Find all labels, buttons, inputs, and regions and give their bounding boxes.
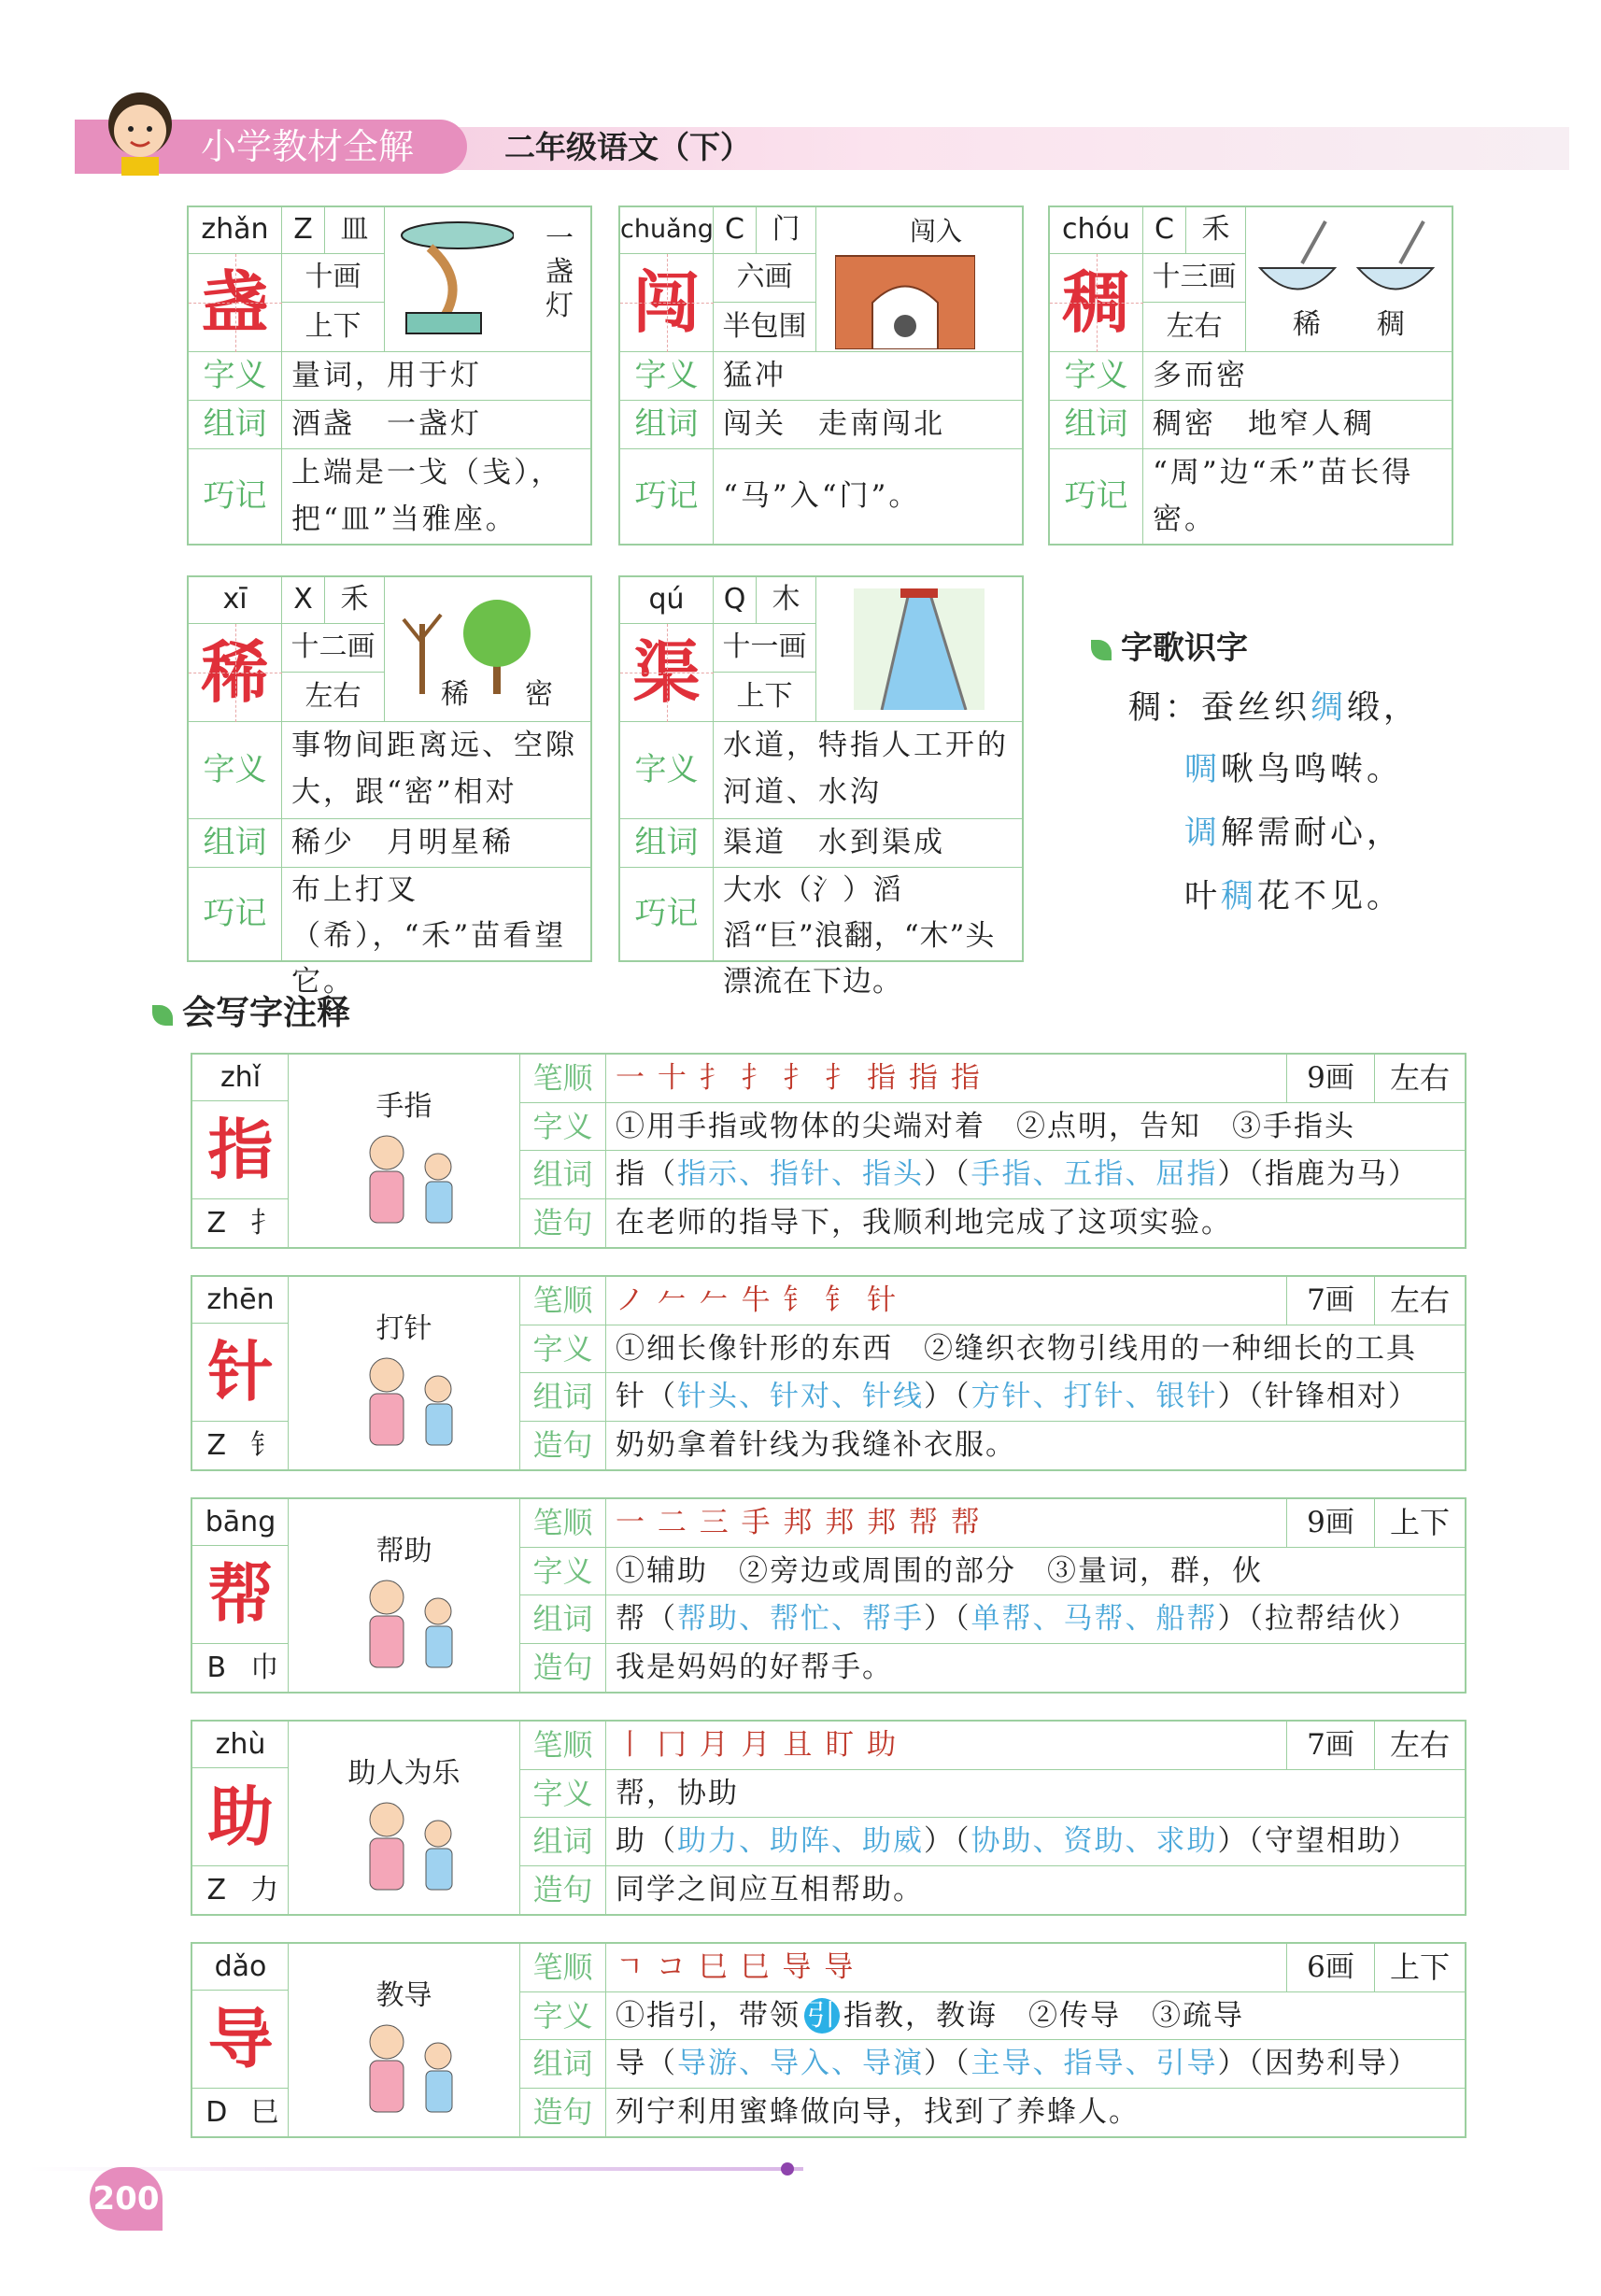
picture-cell [289,1499,520,1692]
words: 酒盏 一盏灯 [282,401,590,449]
stroke-order-row [520,1944,1465,1992]
char-column [192,1722,289,1914]
row-label: 造句 [520,1866,606,1915]
initial: X [282,577,325,624]
row-label: 造句 [520,1422,606,1470]
sentence: 在老师的指导下，我顺利地完成了这项实验。 [616,1205,1232,1240]
structure: 上下 [1389,1949,1450,1985]
words: 稠密 地窄人稠 [1143,401,1452,449]
song-line: 啁啾鸟鸣啭。 [1184,751,1404,788]
meaning-label: 字义 [620,722,714,819]
stroke-order: ノ 𠂉 𠂉 牛 钅 钅 针 [616,1283,899,1317]
words: 闯关 走南闯北 [714,401,1022,449]
lamp-icon [392,215,514,346]
picture-cell [289,1944,520,2136]
memo-label: 巧记 [189,868,282,960]
row-label: 组词 [520,1373,606,1421]
pinyin: qú [620,577,714,624]
page-header [28,110,1569,176]
meaning-label: 字义 [1050,352,1143,401]
meaning: ①用手指或物体的尖端对着 ②点明，告知 ③手指头 [616,1109,1355,1143]
cross-ref-badge: 引 [804,1998,840,2034]
stroke-order: 一 二 三 手 邦 邦 邦 帮 帮 [616,1506,982,1539]
pinyin: xī [189,577,282,624]
char-column [192,1499,289,1692]
footer-dot-icon [781,2162,794,2176]
char-card-chou [1048,206,1453,546]
main-char: 稠 [1050,254,1143,352]
meaning-label: 字义 [189,352,282,401]
stroke-order-row [520,1722,1465,1770]
song-title-text: 字歌识字 [1121,630,1248,667]
stroke-count: 6画 [1286,1944,1375,1991]
stroke-order-row [520,1055,1465,1103]
structure: 左右 [1389,1060,1450,1096]
meaning: 事物间距离远、空隙大，跟“密”相对 [282,722,590,819]
stroke-count: 7画 [1286,1722,1375,1769]
initial: Z [282,207,325,254]
main-char: 闯 [620,254,714,352]
song-line: 叶稠花不见。 [1184,878,1404,915]
row-label: 字义 [520,1325,606,1373]
main-char: 稀 [189,624,282,722]
picture-label: 教导 [375,1979,432,2012]
words-label: 组词 [189,819,282,868]
words: 渠道 水到渠成 [714,819,1022,868]
words: 帮（帮助、帮忙、帮手）（单帮、马帮、船帮）（拉帮结伙） [616,1602,1419,1636]
sentence-row [520,1866,1465,1915]
section-title-text: 会写字注释 [182,994,351,1032]
porridge-bowls-icon [1255,217,1442,310]
memo-label: 巧记 [620,449,714,544]
pinyin: zhēn [192,1277,289,1324]
picture-label: 打针 [375,1312,432,1345]
stroke-count: 十一画 [714,624,816,673]
stroke-order: 一 十 扌 扌 扌 扌 指 指 指 [616,1061,982,1095]
leaf-icon [152,1005,173,1026]
helping-elder-icon [331,1574,480,1677]
radical: 木 [757,577,816,624]
main-char: 助 [192,1768,289,1866]
picture-label: 手指 [375,1090,432,1123]
write-char-table [191,1942,1466,2138]
words: 导（导游、导入、导演）（主导、指导、引导）（因势利导） [616,2047,1419,2080]
write-char-table [191,1720,1466,1916]
song-line: 调解需耐心， [1184,815,1404,852]
sentence-row [520,2089,1465,2137]
words-row [520,1595,1465,1644]
memo-label: 巧记 [620,868,714,960]
picture-label: 一盏灯 [545,222,574,322]
meaning-row [520,1548,1465,1596]
write-section-title [152,986,350,1034]
meaning: 水道，特指人工开的河道、水沟 [714,722,1022,819]
row-label: 字义 [520,1548,606,1595]
row-label: 笔顺 [520,1277,606,1325]
row-label: 字义 [520,1103,606,1151]
song-line: 稠：蚕丝织绸缎， [1128,689,1421,727]
picture-cell [385,577,590,722]
row-label: 造句 [520,1644,606,1693]
initial-radical: D 巳 [205,2096,279,2129]
sentence-row [520,1422,1465,1470]
initial-radical: Z 钅 [206,1429,279,1462]
words: 稀少 月明星稀 [282,819,590,868]
words-label: 组词 [620,401,714,449]
words-label: 组词 [1050,401,1143,449]
main-char: 渠 [620,624,714,722]
picture-cell [289,1277,520,1469]
picture-label: 闯入 [910,216,963,247]
stroke-order: 丨 冂 月 月 且 盯 助 [616,1728,899,1762]
row-label: 造句 [520,1199,606,1248]
song-section-title [1091,622,1248,668]
words-row [520,1373,1465,1422]
main-char: 帮 [192,1546,289,1644]
pinyin: chóu [1050,207,1143,254]
stroke-count: 十三画 [1143,254,1246,303]
meaning: ①细长像针形的东西 ②缝织衣物引线用的一种细长的工具 [616,1331,1417,1366]
write-char-table [191,1053,1466,1249]
char-card-zhan [187,206,592,546]
write-char-table [191,1275,1466,1471]
row-label: 组词 [520,1595,606,1643]
char-column [192,1277,289,1469]
meaning: 量词，用于灯 [282,352,590,401]
stroke-count: 十画 [282,254,385,303]
teacher-guiding-icon [331,2019,480,2121]
meaning-row [520,1103,1465,1152]
picture-cell [816,207,1022,352]
sentence: 同学之间应互相帮助。 [616,1872,924,1906]
sentence-row [520,1199,1465,1248]
stroke-count: 十二画 [282,624,385,673]
picture-cell [816,577,1022,722]
helping-child-icon [331,1796,480,1899]
char-card-qu [618,575,1024,999]
structure: 半包围 [714,303,816,352]
picture-label: 稀 密 [441,678,553,711]
meaning: 帮，协助 [616,1776,739,1810]
main-char: 针 [192,1324,289,1422]
meaning: 多而密 [1143,352,1452,401]
structure: 左右 [282,673,385,722]
initial-radical: Z 力 [206,1874,279,1906]
meaning-label: 字义 [620,352,714,401]
picture-cell [289,1722,520,1914]
meaning: ①指引，带领 引 指教，教诲 ②传导 ③疏导 [616,1998,1244,2033]
initial: Q [714,577,757,624]
words-row [520,1151,1465,1199]
char-column [192,1055,289,1247]
meaning: 猛冲 [714,352,1022,401]
meaning-label: 字义 [189,722,282,819]
row-label: 笔顺 [520,1944,606,1991]
pinyin: zhǎn [189,207,282,254]
row-label: 笔顺 [520,1722,606,1769]
structure: 上下 [282,303,385,352]
stroke-count: 9画 [1286,1055,1375,1102]
meaning-row [520,1325,1465,1374]
leaf-icon [1091,640,1112,660]
radical: 禾 [1186,207,1246,254]
stroke-order-row [520,1277,1465,1325]
row-label: 笔顺 [520,1055,606,1102]
row-label: 组词 [520,1818,606,1865]
radical: 皿 [325,207,385,254]
memo: “马”入“门”。 [723,479,921,513]
initial-radical: B 巾 [206,1651,279,1684]
picture-label: 助人为乐 [347,1757,460,1790]
stroke-count: 7画 [1286,1277,1375,1325]
structure: 左右 [1143,303,1246,352]
main-char: 盏 [189,254,282,352]
sentence: 列宁利用蜜蜂做向导，找到了养蜂人。 [616,2094,1140,2129]
words: 针（针头、针对、针线）（方针、打针、银针）（针锋相对） [616,1380,1419,1413]
structure: 左右 [1389,1727,1450,1763]
stroke-count: 六画 [714,254,816,303]
main-char: 导 [192,1991,289,2089]
series-logo: 小学教材全解 [75,120,467,174]
row-label: 笔顺 [520,1499,606,1547]
structure: 上下 [714,673,816,722]
char-card-xi [187,575,592,999]
char-column [192,1944,289,2136]
row-label: 组词 [520,2040,606,2088]
words-row [520,2040,1465,2089]
pinyin: chuǎng [620,207,714,254]
char-card-chuang [618,206,1024,546]
stroke-order: ㄱ コ 巳 巳 导 导 [616,1950,856,1984]
pointing-hand-icon [331,1129,480,1232]
picture-cell [385,207,590,352]
picture-cell [289,1055,520,1247]
pinyin: zhù [192,1722,289,1768]
words-row [520,1818,1465,1866]
initial: C [1143,207,1186,254]
picture-label: 帮助 [375,1535,432,1567]
picture-cell [1246,207,1452,352]
structure: 左右 [1389,1283,1450,1318]
memo-label: 巧记 [1050,449,1143,544]
boy-mascot-icon [84,82,196,176]
row-label: 字义 [520,1992,606,2040]
meaning-row [520,1992,1465,2041]
sentence: 我是妈妈的好帮手。 [616,1650,893,1684]
radical: 禾 [325,577,385,624]
words-label: 组词 [620,819,714,868]
meaning-row [520,1770,1465,1819]
initial: C [714,207,757,254]
pinyin: dǎo [192,1944,289,1991]
stroke-order-row [520,1499,1465,1548]
words-label: 组词 [189,401,282,449]
stroke-count: 9画 [1286,1499,1375,1547]
main-char: 指 [192,1101,289,1199]
row-label: 造句 [520,2089,606,2137]
write-char-table [191,1497,1466,1694]
city-gate-icon [835,247,975,349]
structure: 上下 [1389,1505,1450,1540]
sentence: 奶奶拿着针线为我缝补衣服。 [616,1427,1016,1462]
memo: 大水（氵）滔滔“巨”浪翻，“木”头漂流在下边。 [723,873,996,999]
page-number: 200 [90,2167,163,2231]
row-label: 组词 [520,1151,606,1198]
pinyin: zhǐ [192,1055,289,1101]
initial-radical: Z 扌 [206,1207,279,1240]
words: 指（指示、指针、指头）（手指、五指、屈指）（指鹿为马） [616,1157,1419,1191]
memo: 上端是一戈（戋），把“皿”当雅座。 [291,456,563,536]
book-title: 二年级语文（下） [504,129,751,165]
canal-icon [854,588,985,710]
memo: 布上打叉（希），“禾”苗看望它。 [291,873,567,999]
words: 助（助力、助阵、助威）（协助、资助、求助）（守望相助） [616,1824,1419,1858]
memo: “周”边“禾”苗长得密。 [1153,456,1414,536]
row-label: 字义 [520,1770,606,1818]
picture-label: 稀 稠 [1293,308,1405,341]
sentence-row [520,1644,1465,1693]
nurse-injection-icon [331,1352,480,1454]
radical: 门 [757,207,816,254]
pinyin: bāng [192,1499,289,1546]
meaning: ①辅助 ②旁边或周围的部分 ③量词，群，伙 [616,1553,1263,1588]
memo-label: 巧记 [189,449,282,544]
